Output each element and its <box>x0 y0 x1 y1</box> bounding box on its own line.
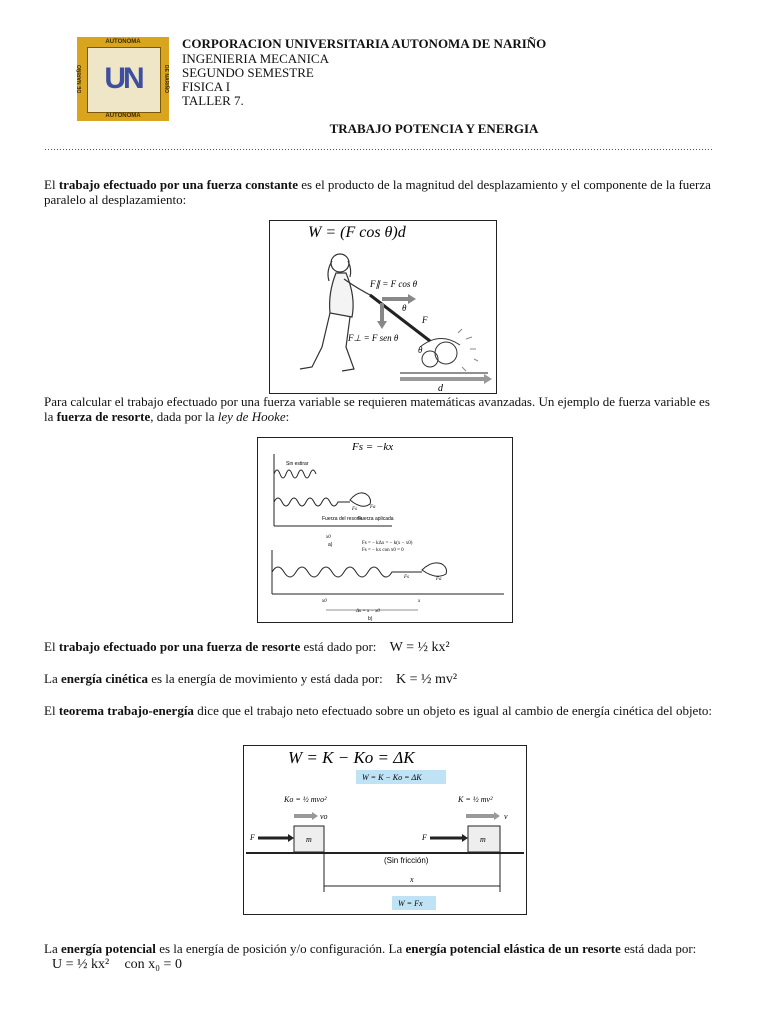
fig2-label-b: b) <box>368 616 373 622</box>
fig3-box-formula: W = K − Ko = ΔK <box>362 773 422 782</box>
fig3-f-left: F <box>250 833 255 842</box>
spring-unstretched <box>274 470 316 478</box>
person-pushing-mower <box>300 254 374 371</box>
paragraph-spring-work: El trabajo efectuado por una fuerza de resorte está dado por: W = ½ kx² <box>44 639 450 655</box>
fig3-frictionless: (Sin fricción) <box>384 856 429 865</box>
fig2-eq2: Fs = − kx con x0 = 0 <box>362 548 404 553</box>
fig3-f-right: F <box>422 833 427 842</box>
fig1-formula: W = (F cos θ)d <box>308 224 406 241</box>
lawn-mower <box>420 329 478 371</box>
fig3-formula: W = K − Ko = ΔK <box>288 748 415 767</box>
fig2-fa-b: Fa <box>436 577 442 582</box>
fig3-v0: vo <box>320 812 328 821</box>
institution-name: CORPORACION UNIVERSITARIA AUTONOMA DE NARIÑO <box>182 36 547 51</box>
fig2-spring-force: Fuerza del resorte <box>322 516 363 522</box>
fig2-x: x <box>418 599 421 604</box>
fig1-theta-bottom: θ <box>418 345 423 355</box>
hand-b <box>422 563 447 576</box>
logo-bottom-text: AUTONOMA <box>105 113 141 119</box>
fig2-dx: Δx = x − x0 <box>356 609 380 614</box>
fig2-x0-top: x0 <box>326 535 331 540</box>
figure-hookes-law <box>257 437 513 623</box>
paragraph-kinetic-energy: La energía cinética es la energía de movimiento y está dada por: K = ½ mv² <box>44 671 458 687</box>
figure-constant-force-work <box>269 220 497 394</box>
paragraph-constant-force: El trabajo efectuado por una fuerza constante es el producto de la magnitud del desplazamiento y el componente de la fuerza paralelo al desplazamiento: <box>44 177 711 207</box>
fig3-work: W = Fx <box>398 899 423 908</box>
logo-top-text: AUTONOMA <box>105 39 141 45</box>
fig3-k: K = ½ mv² <box>458 795 493 804</box>
fig2-fs-b: Fs <box>404 575 409 580</box>
figure-work-energy-theorem <box>243 745 527 915</box>
fig2-x0-bottom: x0 <box>322 599 327 604</box>
program-name: INGENIERIA MECANICA <box>182 51 329 66</box>
kinetic-energy-formula: K = ½ mv² <box>396 672 458 687</box>
fig1-d: d <box>438 383 443 393</box>
workshop-number: TALLER 7. <box>182 93 244 108</box>
logo-monogram: UN <box>104 62 142 95</box>
potential-energy-condition: con x₀ = 0 <box>124 957 182 972</box>
fig2-fs-a: Fs <box>352 507 357 512</box>
course-name: FISICA I <box>182 79 231 94</box>
logo-side-text: DE NARIÑO <box>77 64 83 94</box>
fig2-label-a: a) <box>328 542 333 548</box>
dotted-divider <box>44 148 712 156</box>
fig1-theta-top: θ <box>402 303 407 313</box>
fig3-m-left: m <box>306 835 312 844</box>
paragraph-potential-energy: La energía potencial es la energía de posición y/o configuración. La energía potencial elástica de un resorte está dada por: U = ½ kx² con x₀ = 0 <box>44 941 697 972</box>
fig1-fpar: F∥ = F cos θ <box>370 279 417 289</box>
hand-a <box>350 493 371 506</box>
spring-stretched-b <box>272 567 422 577</box>
fig3-k0: Ko = ½ mvo² <box>284 795 327 804</box>
fig2-fa-a: Fa <box>370 505 376 510</box>
spring-work-formula: W = ½ kx² <box>389 640 450 655</box>
logo-side-text-right: DE NARIÑO <box>163 64 169 94</box>
fig2-eq1: Fs = − kΔx = − k(x − x0) <box>362 541 413 546</box>
fig3-m-right: m <box>480 835 486 844</box>
fig1-fperp: F⊥ = F sen θ <box>348 333 399 343</box>
fig3-x: x <box>410 875 414 884</box>
paragraph-work-energy-theorem: El teorema trabajo-energía dice que el trabajo neto efectuado sobre un objeto es igual al cambio de energía cinética del objeto: <box>44 703 713 718</box>
semester: SEGUNDO SEMESTRE <box>182 65 314 80</box>
fig2-formula: Fs = −kx <box>352 441 394 453</box>
fig2-applied-force: Fuerza aplicada <box>358 516 394 522</box>
fig1-f: F <box>422 315 428 325</box>
potential-energy-formula: U = ½ kx² <box>52 957 110 972</box>
spring-stretched-a <box>274 498 350 506</box>
fig2-unstretched: Sin estirar <box>286 461 309 467</box>
university-logo <box>77 37 169 121</box>
paragraph-variable-force: Para calcular el trabajo efectuado por una fuerza variable se requieren matemáticas avanzadas. Un ejemplo de fuerza variable es la fuerza de resorte, dada por la ley de Hooke: <box>44 394 710 424</box>
fig3-v: v <box>504 812 508 821</box>
page-title: TRABAJO POTENCIA Y ENERGIA <box>329 121 539 136</box>
